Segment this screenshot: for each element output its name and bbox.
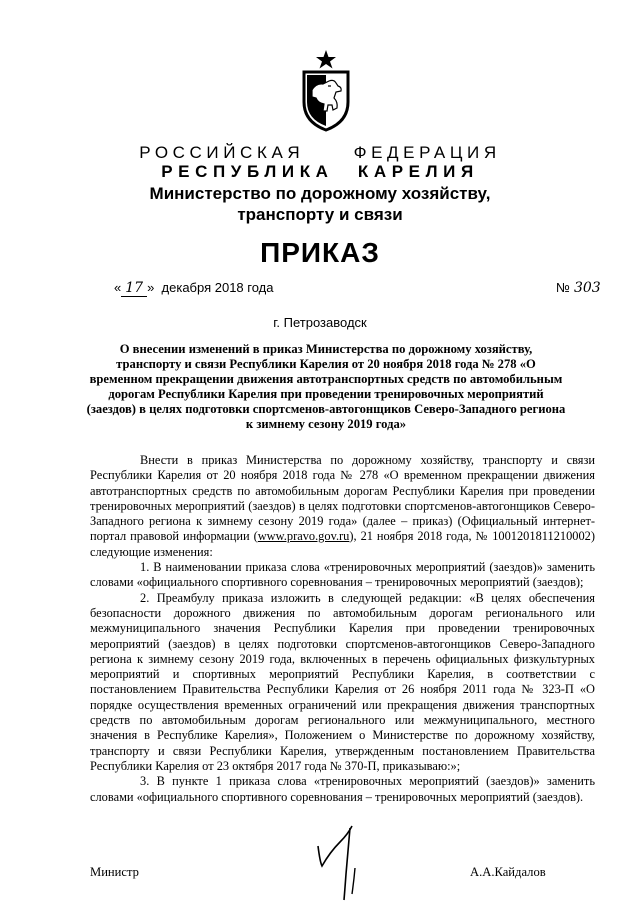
item-3-paragraph: 3. В пункте 1 приказа слова «тренировочных мероприятий (заездов)» заменить словами «официального спортивного соревнования – тренировочных мероприятий (заездов). (90, 774, 595, 804)
date-close-quote: » (147, 280, 155, 295)
order-date (114, 280, 273, 296)
item-2-paragraph: 2. Преамбулу приказа изложить в следующей редакции: «В целях обеспечения безопасности дорожного движения по автомобильным дорогам регионального или межмуниципального значения Республики Карелия при проведении тренировочных мероприятий (заездов) в целях подготовки спортсменов-автогонщиков Северо-Западного региона к зимнему сезону 2019 года, включенных в перечень официальных физкультурных мероприятий и спортивных мероприятий Республики Карелия, в соответствии с постановлением Правительства Республики Карелия от 26 ноября 2011 года № 323-П «О порядке осуществления временных ограничений или прекращения движения транспортных средств по автомобильным дорогам регионального или межмуниципального, местного значения в Республике Карелия», Положением о Министерстве по дорожному хозяйству, транспорту и связи Республики Карелия, утвержденным постановлением Правительства Республики Карелия от 23 октября 2017 года № 370-П, приказываю:»; (90, 590, 595, 773)
ministry-name-line1: Министерство по дорожному хозяйству, (149, 184, 491, 203)
date-day-handwritten: 17 (121, 280, 147, 297)
intro-text-end: ), 21 ноября 2018 года, № 1001201811210002) следующие изменения: (90, 529, 595, 559)
order-number (556, 280, 601, 296)
signatory-role: Министр (90, 865, 139, 879)
item-1-paragraph: 1. В наименовании приказа слова «тренировочных мероприятий (заездов)» заменить словами «официального спортивного соревнования – тренировочных мероприятий (заездов); (90, 560, 595, 590)
intro-paragraph (90, 453, 595, 560)
date-open-quote: « (114, 280, 122, 295)
signatory-name: А.А.Кайдалов (470, 865, 546, 879)
handwritten-signature-icon (300, 822, 370, 902)
country-heading: РОССИЙСКАЯ ФЕДЕРАЦИЯ (139, 143, 501, 162)
republic-heading: РЕСПУБЛИКА КАРЕЛИЯ (161, 162, 479, 181)
city-line: г. Петрозаводск (273, 315, 367, 330)
order-title: О внесении изменений в приказ Министерства по дорожному хозяйству, транспорту и связи Республики Карелия от 20 ноября 2018 года № 278 «О временном прекращении движения автотранспортных средств по автомобильным дорогам Республики Карелия при проведении тренировочных мероприятий (заездов) в целях подготовки спортсменов-автогонщиков Северо-Западного региона к зимнему сезону 2019 года» (86, 342, 566, 431)
document-type-heading: ПРИКАЗ (260, 237, 380, 268)
date-month-year: декабря 2018 года (161, 280, 274, 295)
number-label: № (556, 280, 570, 295)
pravo-link[interactable]: www.pravo.gov.ru (257, 529, 350, 544)
karelia-coat-of-arms-icon (298, 50, 354, 132)
number-value-handwritten: 303 (573, 280, 601, 296)
ministry-name-line2: транспорту и связи (237, 205, 403, 224)
intro-text: Внести в приказ Министерства по дорожному хозяйству, транспорту и связи Республики Карелия от 20 ноября 2018 года № 278 «О временном прекращении движения автотранспортных средств по автомобильным дорогам Республики Карелия при проведении тренировочных мероприятий (заездов) в целях подготовки спортсменов-автогонщиков Северо-Западного региона к зимнему сезону 2019 года» (далее – приказ) (Официальный интернет-портал правовой информации ( (90, 453, 595, 544)
order-body (90, 453, 595, 805)
